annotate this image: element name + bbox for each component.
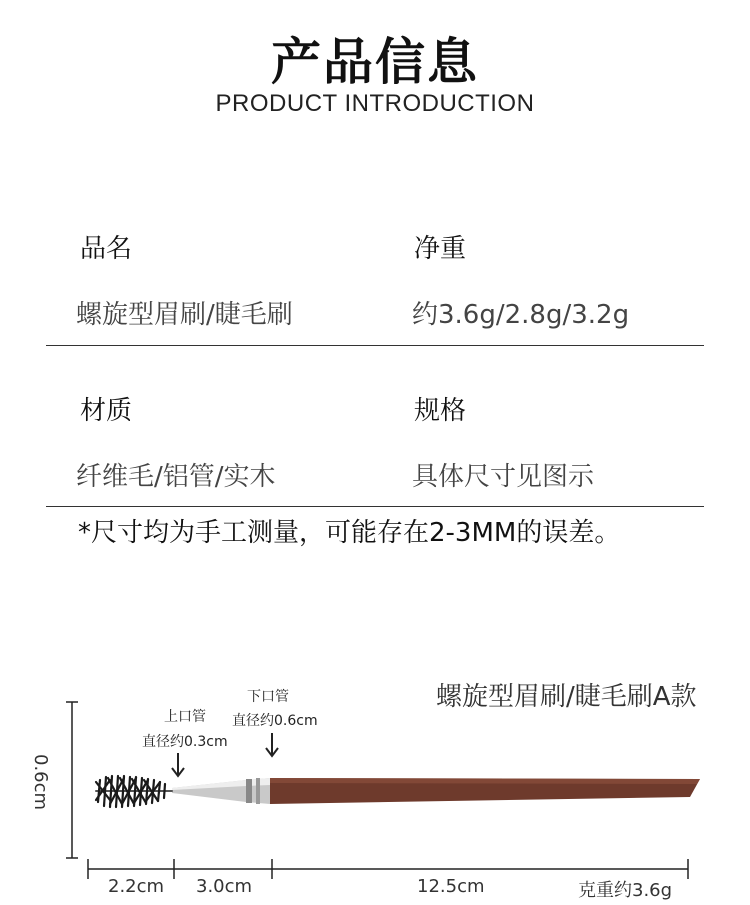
height-dimension-line [66, 702, 78, 858]
spec-label: 规格 [414, 396, 467, 426]
spiral-bristles [96, 776, 172, 807]
lower-tube-arrow [266, 733, 278, 756]
name-value: 螺旋型眉刷/睫毛刷 [76, 300, 293, 330]
page-title: 产品信息 [271, 33, 479, 91]
metal-ferrule [172, 778, 270, 804]
lower-tube-label: 下口管 [247, 689, 289, 705]
name-label: 品名 [80, 234, 133, 264]
upper-tube-arrow [172, 753, 184, 776]
material-label: 材质 [80, 396, 133, 426]
upper-tube-diameter: 直径约0.3cm [142, 734, 228, 750]
ferrule-length-label: 3.0cm [196, 876, 253, 897]
lower-tube-diameter: 直径约0.6cm [232, 713, 318, 729]
measurement-note: *尺寸均为手工测量，可能存在2-3MM的误差。 [78, 518, 621, 548]
spec-value: 具体尺寸见图示 [412, 462, 595, 492]
model-name: 螺旋型眉刷/睫毛刷A款 [436, 682, 697, 712]
weight-label: 净重 [414, 234, 467, 264]
brush-length-label: 2.2cm [108, 876, 165, 897]
page-subtitle: PRODUCT INTRODUCTION [215, 90, 535, 117]
height-dimension-label: 0.6cm [30, 754, 51, 811]
weight-label-diagram: 克重约3.6g [578, 880, 673, 901]
material-value: 纤维毛/铝管/实木 [76, 462, 276, 492]
weight-value: 约3.6g/2.8g/3.2g [412, 300, 630, 330]
upper-tube-label: 上口管 [164, 709, 206, 725]
handle-length-label: 12.5cm [417, 876, 485, 897]
